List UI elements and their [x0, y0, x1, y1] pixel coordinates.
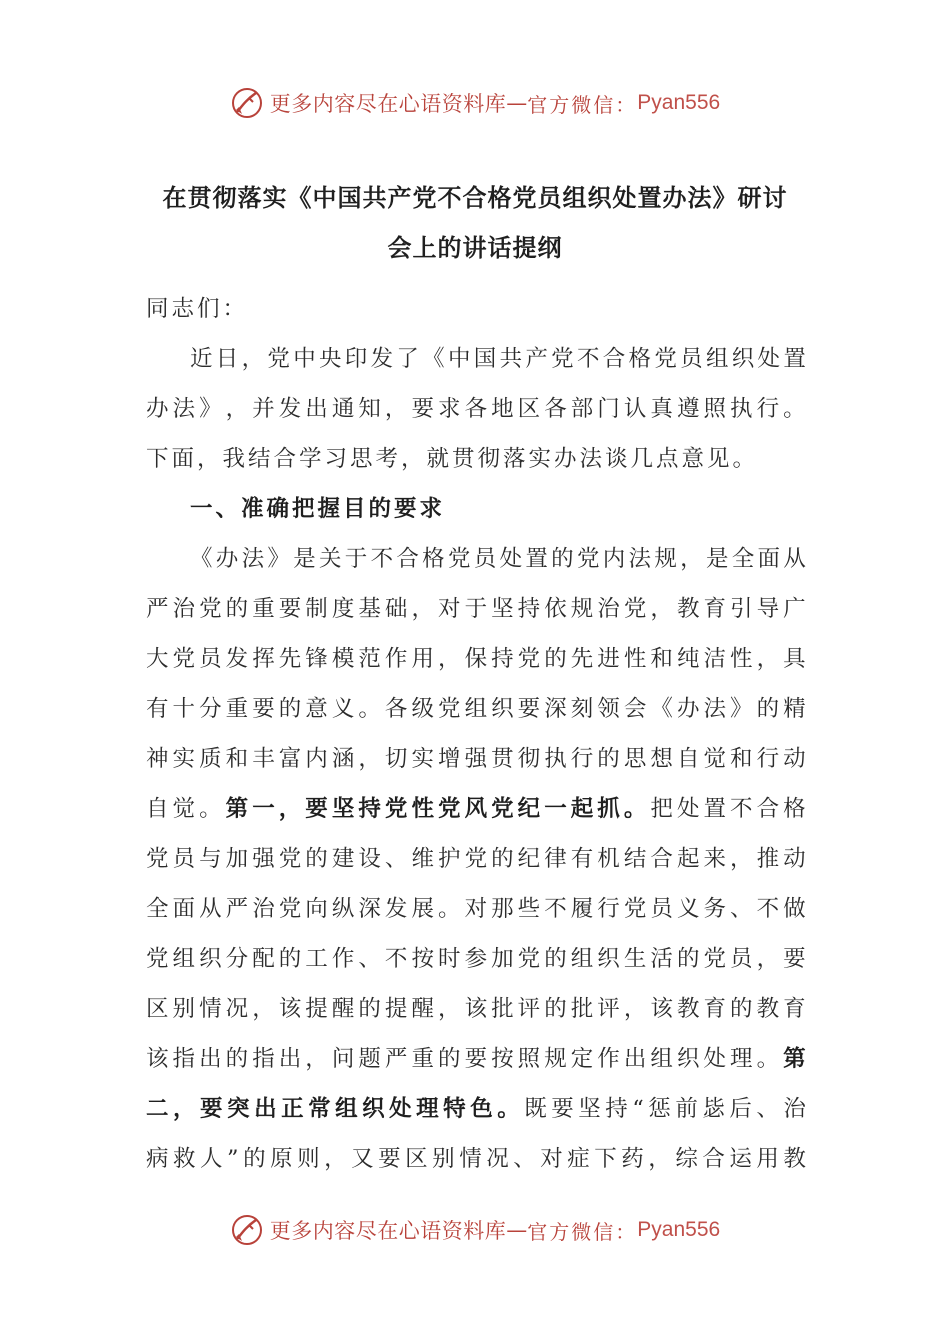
document-body: [146, 284, 806, 1184]
greeting-text: 同志们：: [146, 296, 249, 322]
banner-wechat-label: 官方微信：: [527, 1219, 638, 1244]
banner-brand-text: 更多内容尽在心语资料库: [269, 1219, 507, 1243]
document-title-line-2: 会上的讲话提纲: [387, 234, 563, 262]
paragraph-line: 病 救 人 ” 的 原 则 ， 又 要 区 别 情 况 、 对 症 下 药 ， 综 合 运 用 教: [146, 1146, 806, 1172]
paragraph-line: 《 办 法 》 是 关 于 不 合 格 党 员 处 置 的 党 内 法 规 ， 是 全 面 从: [190, 546, 806, 572]
paragraph-line: 神 实 质 和 丰 富 内 涵 ， 切 实 增 强 贯 彻 执 行 的 思 想 自 觉 和 行 动: [146, 746, 806, 772]
banner-wechat-label: 官方微信：: [527, 92, 638, 117]
paragraph-line: 党 员 与 加 强 党 的 建 设 、 维 护 党 的 纪 律 有 机 结 合 起 来 ， 推 动: [146, 846, 806, 872]
banner-wechat-id: Pyan556: [637, 1218, 721, 1241]
section-heading-text: 一、准确把握目的要求: [190, 496, 446, 522]
paragraph-line: 该 指 出 的 指 出 ， 问 题 严 重 的 要 按 照 规 定 作 出 组 织 处 理 。 第: [146, 1046, 806, 1072]
paragraph-line: 全 面 从 严 治 党 向 纵 深 发 展 。 对 那 些 不 履 行 党 员 义 务 、 不 做: [146, 896, 806, 922]
greeting: [146, 284, 806, 334]
paragraph-line: [146, 434, 806, 484]
section-heading: [146, 484, 806, 534]
paragraph-line: 有 十 分 重 要 的 意 义 。 各 级 党 组 织 要 深 刻 领 会 《 办 法 》 的 精: [146, 696, 806, 722]
paragraph-line: 大 党 员 发 挥 先 锋 模 范 作 用 ， 保 持 党 的 先 进 性 和 纯 洁 性 ， 具: [146, 646, 806, 672]
document-title-line-1: 在贯彻落实《中国共产党不合格党员组织处置办法》研讨: [162, 184, 788, 212]
paragraph-line: 二 ， 要 突 出 正 常 组 织 处 理 特 色 。 既 要 坚 持 “ 惩 前 毖 后 、 治: [146, 1096, 806, 1122]
banner-wechat-id: Pyan556: [637, 91, 721, 114]
paragraph-line: 办 法 》 ， 并 发 出 通 知 ， 要 求 各 地 区 各 部 门 认 真 遵 照 执 行 。: [146, 396, 806, 422]
banner-dash: —: [506, 91, 528, 115]
paragraph-line: 自 觉 。 第 一 ， 要 坚 持 党 性 党 风 党 纪 一 起 抓 。 把 处 置 不 合 格: [146, 796, 806, 822]
body-lines: [146, 334, 806, 1184]
banner-brand-text: 更多内容尽在心语资料库: [269, 92, 507, 116]
pen-nib-logo-icon: [230, 1213, 264, 1247]
paragraph-line: 严 治 党 的 重 要 制 度 基 础 ， 对 于 坚 持 依 规 治 党 ， 教 育 引 导 广: [146, 596, 806, 622]
paragraph-line-text: 下面，我结合学习思考，就贯彻落实办法谈几点意见。: [146, 446, 759, 472]
footer-banner: [0, 1205, 950, 1255]
paragraph-line: 区 别 情 况 ， 该 提 醒 的 提 醒 ， 该 批 评 的 批 评 ， 该 教 育 的 教 育: [146, 996, 806, 1022]
header-banner: [0, 78, 950, 128]
paragraph-line: 党 组 织 分 配 的 工 作 、 不 按 时 参 加 党 的 组 织 生 活 的 党 员 ， 要: [146, 946, 806, 972]
banner-dash: —: [506, 1218, 528, 1242]
pen-nib-logo-icon: [230, 86, 264, 120]
paragraph-line: 近 日 ， 党 中 央 印 发 了 《 中 国 共 产 党 不 合 格 党 员 组 织 处 置: [190, 346, 806, 372]
